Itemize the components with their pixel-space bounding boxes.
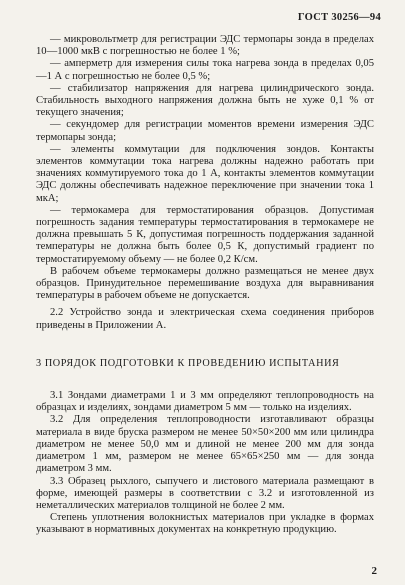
paragraph-stopwatch: — секундомер для регистрации моментов времени измерения ЭДС термопары зонда;	[36, 119, 374, 143]
document-body	[36, 34, 374, 537]
paragraph-ammeter: — амперметр для измерения силы тока нагрева зонда в пределах 0,05—1 А с погрешностью не более 0,5 %;	[36, 58, 374, 82]
page-number: 2	[371, 565, 377, 577]
paragraph-compaction: Степень уплотнения волокнистых материалов при укладке в формах указывают в нормативных документах на конкретную продукцию.	[36, 512, 374, 536]
paragraph-3-1: 3.1 Зондами диаметрами 1 и 3 мм определяют теплопроводность на образцах и изделиях, зондами диаметром 5 мм — только на изделиях.	[36, 390, 374, 414]
paragraph-3-3: 3.3 Образец рыхлого, сыпучего и листового материала размещают в форме, имеющей размеры в соответствии с 3.2 и изготовленной из неметаллических материалов толщиной не более 2 мм.	[36, 475, 374, 511]
paragraph-switching-elements: — элементы коммутации для подключения зондов. Контакты элементов коммутации тока нагрева должны надежно работать при значениях коммутируемого тока до 1 А, контакты элементов коммутации ЭДС должны обеспечивать надежное переключение при значении тока 1 мкА;	[36, 143, 374, 204]
paragraph-working-volume: В рабочем объеме термокамеры должно размещаться не менее двух образцов. Принудительное перемешивание воздуха для выравнивания температуры в рабочем объеме не допускается.	[36, 265, 374, 302]
paragraph-3-2: 3.2 Для определения теплопроводности изготавливают образцы материала в виде бруска размером не менее 50×50×200 мм или цилиндра диаметром не менее 50,0 мм и длиной не менее 200 мм для зонда диаметром 1 мм, размером не менее 65×65×250 мм — для зонда диаметром 3 мм.	[36, 414, 374, 475]
paragraph-microvoltmeter: — микровольтметр для регистрации ЭДС термопары зонда в пределах 10—1000 мкВ с погрешностью не более 1 %;	[36, 34, 374, 58]
paragraph-stabilizer: — стабилизатор напряжения для нагрева цилиндрического зонда. Стабильность выходного напряжения должна быть не хуже 0,1 % от текущего значения;	[36, 82, 374, 119]
paragraph-thermochamber: — термокамера для термостатирования образцов. Допустимая погрешность задания температуры термостатирования в термокамере не должна превышать 5 К, допустимая погрешность поддержания заданной температуры не должна быть более 0,5 К, допустимый градиент по термостатируемому объему — не более 0,2 К/см.	[36, 204, 374, 265]
standard-header: ГОСТ 30256—94	[297, 12, 381, 23]
section-title: 3 ПОРЯДОК ПОДГОТОВКИ К ПРОВЕДЕНИЮ ИСПЫТАНИЯ	[36, 357, 340, 369]
paragraph-2-2: 2.2 Устройство зонда и электрическая схема соединения приборов приведены в Приложении А.	[36, 307, 374, 331]
